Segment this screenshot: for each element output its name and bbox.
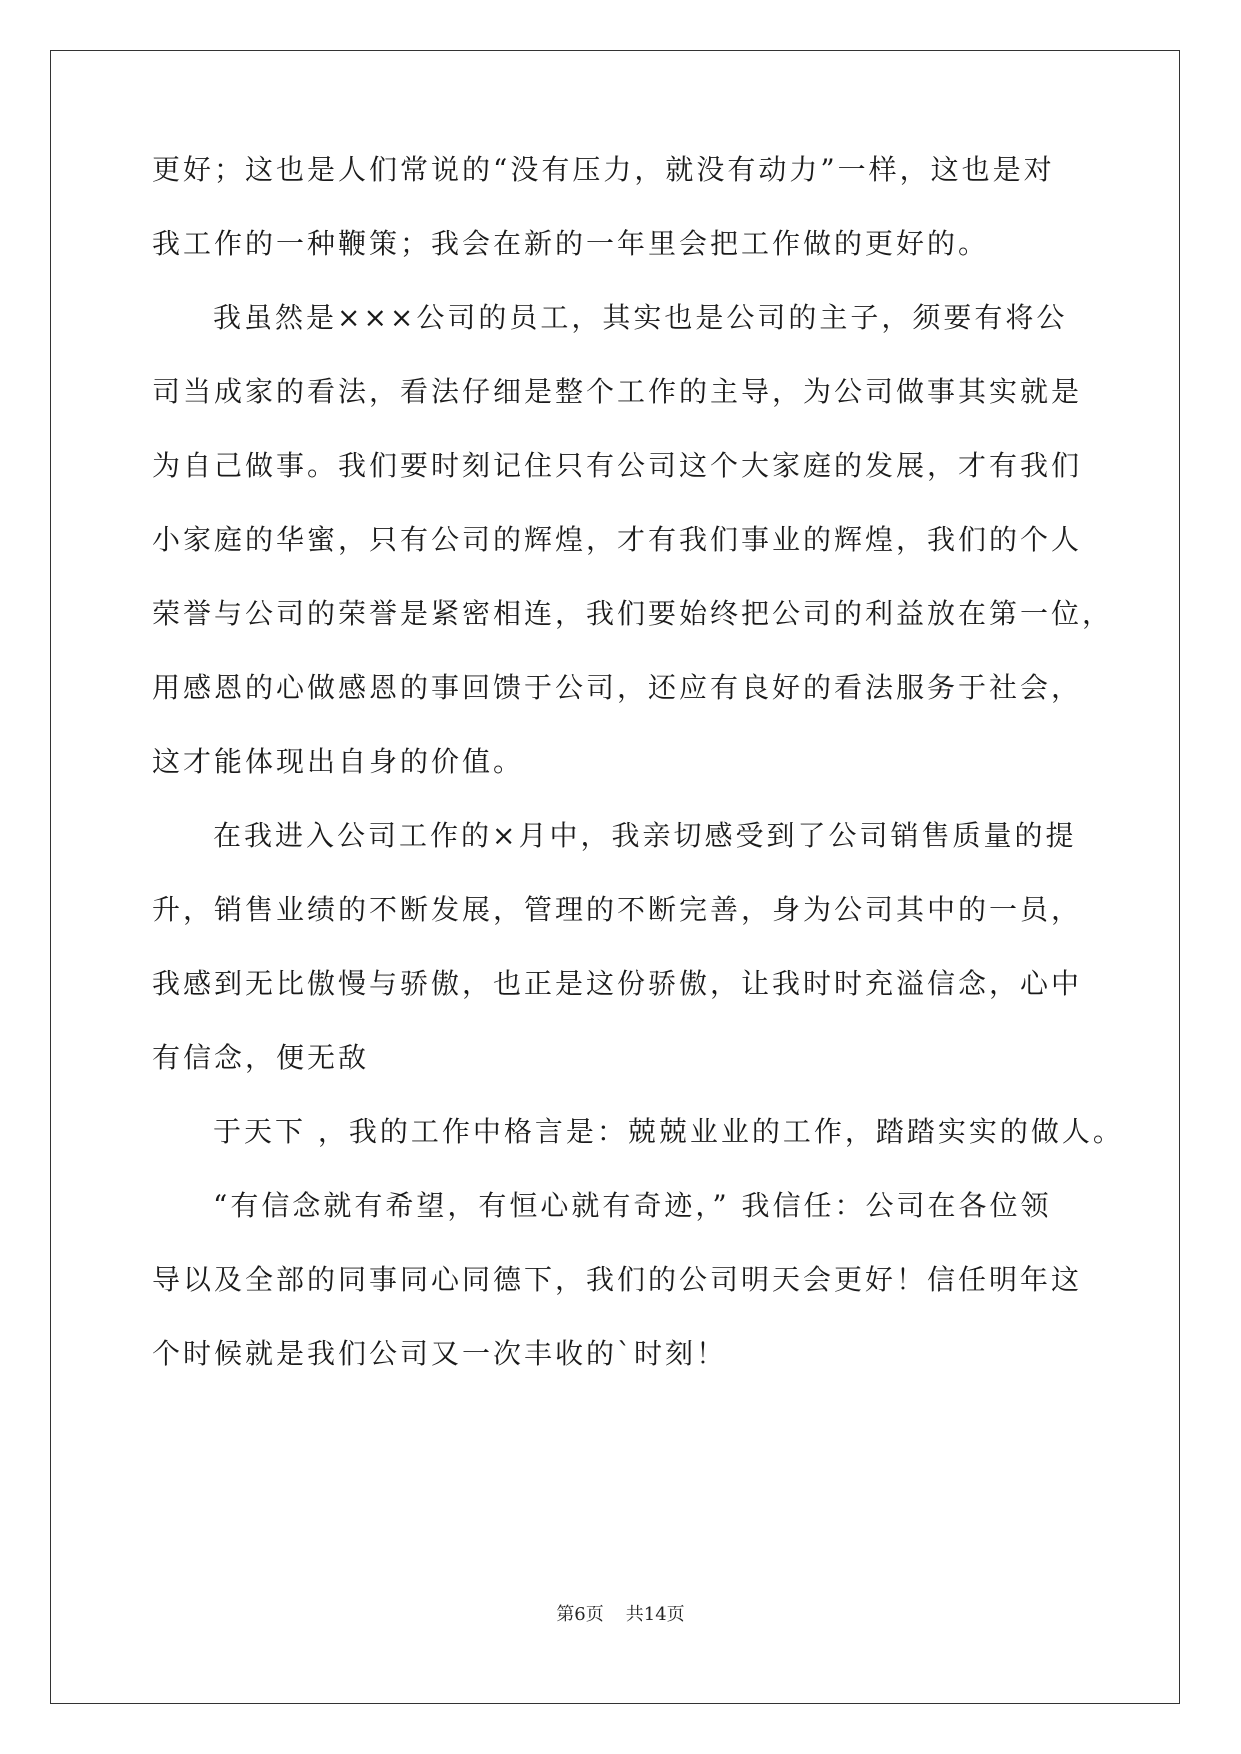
text-line: 荣誉与公司的荣誉是紧密相连，我们要始终把公司的利益放在第一位，	[152, 597, 1114, 630]
page-total: 共14页	[625, 1604, 685, 1625]
text-line: 司当成家的看法，看法仔细是整个工作的主导，为公司做事其实就是	[152, 375, 1083, 408]
text-line: 有信念，便无敌	[152, 1041, 370, 1074]
text-line: 升，销售业绩的不断发展，管理的不断完善，身为公司其中的一员，	[152, 893, 1083, 926]
text-line: 我工作的一种鞭策；我会在新的一年里会把工作做的更好的。	[152, 227, 990, 260]
page-footer	[0, 1603, 1241, 1627]
text-line: 个时候就是我们公司又一次丰收的`时刻！	[152, 1337, 728, 1370]
text-line: 导以及全部的同事同心同德下，我们的公司明天会更好！信任明年这	[152, 1263, 1083, 1296]
text-line: 我虽然是×××公司的员工，其实也是公司的主子，须要有将公	[213, 301, 1068, 334]
text-line: 我感到无比傲慢与骄傲，也正是这份骄傲，让我时时充溢信念，心中	[152, 967, 1083, 1000]
text-line: “有信念就有希望，有恒心就有奇迹，” 我信任：公司在各位领	[213, 1189, 1052, 1222]
text-line: 于天下 ，我的工作中格言是：兢兢业业的工作，踏踏实实的做人。	[213, 1115, 1124, 1148]
text-line: 更好；这也是人们常说的“没有压力，就没有动力”一样，这也是对	[152, 153, 1055, 186]
page-number: 第6页	[556, 1604, 604, 1625]
text-line: 为自己做事。我们要时刻记住只有公司这个大家庭的发展，才有我们	[152, 449, 1083, 482]
text-line: 在我进入公司工作的×月中，我亲切感受到了公司销售质量的提	[213, 819, 1077, 852]
text-line: 这才能体现出自身的价值。	[152, 745, 525, 778]
text-line: 用感恩的心做感恩的事回馈于公司，还应有良好的看法服务于社会，	[152, 671, 1083, 704]
text-line: 小家庭的华蜜，只有公司的辉煌，才有我们事业的辉煌，我们的个人	[152, 523, 1083, 556]
